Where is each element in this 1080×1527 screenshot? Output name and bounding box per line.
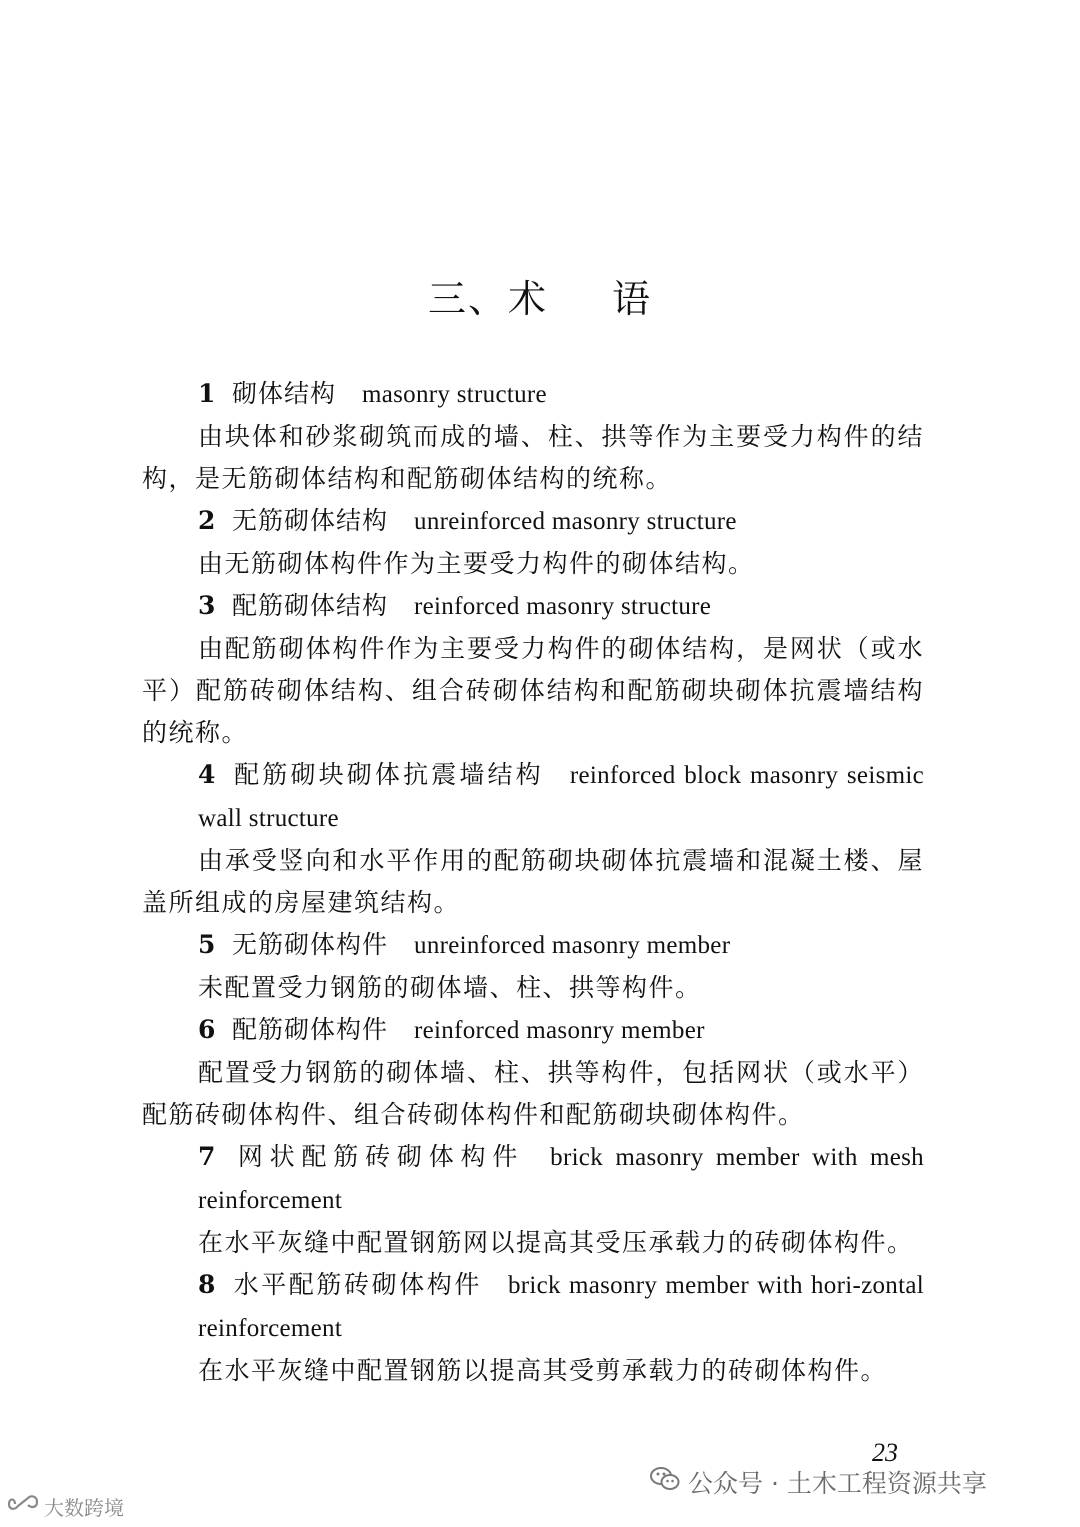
term-definition: 未配置受力钢筋的砌体墙、柱、拱等构件。 [198, 973, 702, 1002]
title-part-1: 三、术 [427, 277, 548, 321]
term-definition: 由块体和砂浆砌筑而成的墙、柱、拱等作为主要受力构件的结构，是无筋砌体结构和配筋砌体结构的统称。 [142, 422, 924, 493]
terms-list [142, 373, 924, 1392]
term-english: brick masonry member with hori-zontal reinforcement [198, 1272, 924, 1342]
wechat-icon [650, 1466, 680, 1498]
term-heading [142, 1264, 924, 1350]
term-english: unreinforced masonry structure [414, 508, 737, 535]
term-definition: 由无筋砌体构件作为主要受力构件的砌体结构。 [198, 549, 755, 578]
title-part-2: 语 [612, 277, 653, 321]
term-english: reinforced block masonry seismic wall structure [198, 762, 924, 832]
term-heading [142, 924, 924, 967]
term-definition: 在水平灰缝中配置钢筋以提高其受剪承载力的砖砌体构件。 [198, 1356, 888, 1385]
term-chinese: 网状配筋砖砌体构件 [232, 1142, 525, 1171]
term-chinese: 配筋砌块砌体抗震墙结构 [232, 760, 544, 789]
term-number: 1 [198, 379, 216, 408]
term-heading [142, 500, 924, 543]
term-chinese: 配筋砌体构件 [232, 1015, 389, 1044]
term-heading [142, 585, 924, 628]
corner-watermark-text: 大数跨境 [44, 1496, 124, 1520]
term-definition: 在水平灰缝中配置钢筋网以提高其受压承载力的砖砌体构件。 [198, 1228, 914, 1257]
term-definition: 由配筋砌体构件作为主要受力构件的砌体结构，是网状（或水平）配筋砖砌体结构、组合砖砌体结构和配筋砌块砌体抗震墙结构的统称。 [142, 634, 924, 747]
term-english: unreinforced masonry member [414, 932, 731, 959]
term-english: reinforced masonry structure [414, 593, 712, 620]
watermark-text: 公众号 · 土木工程资源共享 [688, 1469, 987, 1498]
page-number: 23 [872, 1438, 898, 1467]
term-heading [142, 754, 924, 840]
watermark [650, 1464, 987, 1500]
page-title [0, 268, 1080, 323]
term-definition: 由承受竖向和水平作用的配筋砌块砌体抗震墙和混凝土楼、屋盖所组成的房屋建筑结构。 [142, 846, 924, 917]
term-chinese: 无筋砌体结构 [232, 506, 389, 535]
term-english: reinforced masonry member [414, 1017, 705, 1044]
corner-watermark [6, 1492, 124, 1521]
term-english: brick masonry member with mesh reinforcement [198, 1144, 924, 1214]
term-number: 5 [198, 930, 216, 959]
term-number: 7 [198, 1142, 216, 1171]
term-english: masonry structure [362, 381, 547, 408]
term-chinese: 配筋砌体结构 [232, 591, 389, 620]
term-definition: 配置受力钢筋的砌体墙、柱、拱等构件，包括网状（或水平）配筋砖砌体构件、组合砖砌体构件和配筋砌块砌体构件。 [142, 1058, 924, 1129]
term-heading [142, 1136, 924, 1222]
infinity-logo-icon [6, 1494, 40, 1519]
term-chinese: 无筋砌体构件 [232, 930, 389, 959]
term-number: 2 [198, 506, 216, 535]
term-heading [142, 1009, 924, 1052]
term-heading [142, 373, 924, 416]
term-number: 3 [198, 591, 216, 620]
term-number: 4 [198, 760, 216, 789]
term-number: 8 [198, 1270, 216, 1299]
term-number: 6 [198, 1015, 216, 1044]
term-chinese: 水平配筋砖砌体构件 [232, 1270, 482, 1299]
term-chinese: 砌体结构 [232, 379, 337, 408]
